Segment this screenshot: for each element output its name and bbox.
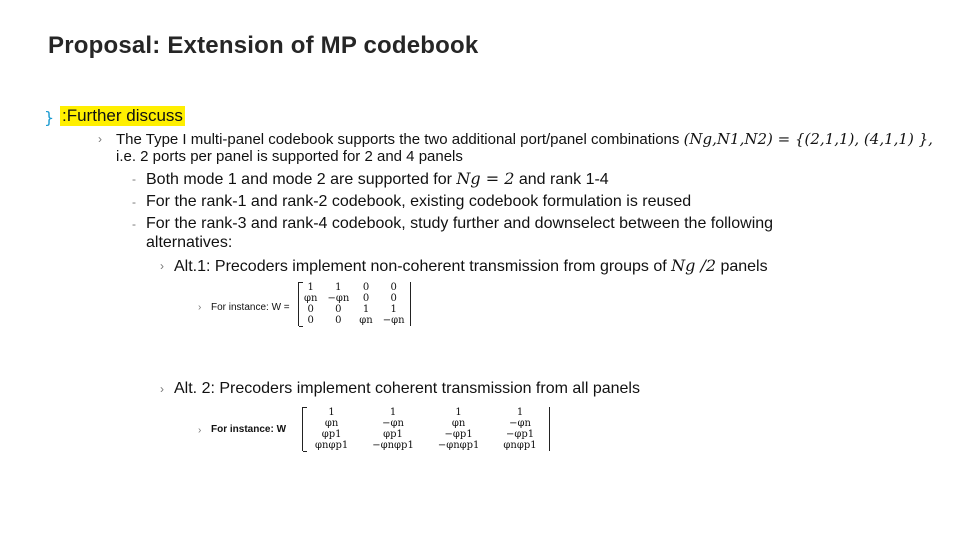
bullet-brace-icon: } bbox=[44, 108, 55, 127]
bullet-mode bbox=[146, 170, 609, 189]
matrix-cell: 0 bbox=[335, 315, 342, 326]
matrix-cell: 0 bbox=[335, 304, 342, 315]
bullet-arrow-icon: › bbox=[160, 382, 164, 396]
alt1-main: Alt.1: Precoders implement non-coherent transmission from groups of bbox=[174, 258, 672, 275]
matrix-row bbox=[303, 407, 549, 418]
matrix-cell: 0 bbox=[390, 293, 397, 304]
matrix-row bbox=[299, 293, 410, 304]
matrix-cell: −φn bbox=[382, 315, 405, 326]
matrix-cell: φnφp1 bbox=[315, 440, 349, 451]
alt1-end: panels bbox=[716, 258, 768, 275]
bullet-rank12: For the rank-1 and rank-2 codebook, existing codebook formulation is reused bbox=[146, 193, 692, 210]
matrix-cell: 1 bbox=[516, 407, 524, 418]
alt1-text bbox=[174, 257, 768, 276]
bullet-dash-icon: - bbox=[132, 195, 136, 209]
matrix-cell: 0 bbox=[362, 282, 370, 293]
matrix-cell: φn bbox=[451, 418, 466, 429]
matrix-cell: 1 bbox=[455, 407, 462, 418]
bullet-dash-icon: - bbox=[132, 172, 136, 186]
matrix-alt1 bbox=[298, 282, 411, 326]
matrix-cell: −φp1 bbox=[444, 429, 473, 440]
matrix-cell: 1 bbox=[335, 282, 342, 293]
matrix-alt2 bbox=[302, 407, 550, 451]
bullet-rank34: For the rank-3 and rank-4 codebook, study further and downselect between the following bbox=[146, 215, 774, 232]
matrix-cell: 0 bbox=[390, 282, 397, 293]
bullet-mode-end: and rank 1-4 bbox=[514, 171, 609, 188]
matrix-cell: 1 bbox=[307, 282, 314, 293]
matrix-cell: φnφp1 bbox=[503, 440, 537, 451]
matrix-cell: φp1 bbox=[321, 429, 342, 440]
matrix-cell: φn bbox=[359, 315, 373, 326]
matrix-row bbox=[299, 282, 410, 293]
matrix-row bbox=[303, 429, 549, 440]
bullet-arrow-icon: › bbox=[160, 259, 164, 273]
bullet-rank34-cont: alternatives: bbox=[146, 234, 233, 251]
bullet-mode-text: Both mode 1 and mode 2 are supported for bbox=[146, 171, 457, 188]
bullet-mode-math: Ng = 2 bbox=[456, 169, 515, 188]
matrix-cell: φn bbox=[304, 293, 318, 304]
page-title: Proposal: Extension of MP codebook bbox=[48, 32, 479, 59]
bullet-arrow-icon: › bbox=[198, 302, 202, 313]
level1-math: (Ng,N1,N2) = {(2,1,1), (4,1,1) }, bbox=[683, 130, 933, 148]
further-discuss-highlight: :Further discuss bbox=[62, 106, 183, 125]
level1-text bbox=[116, 130, 933, 149]
alt1-math: Ng /2 bbox=[671, 256, 717, 275]
matrix-cell: −φn bbox=[509, 418, 531, 429]
matrix-cell: −φnφp1 bbox=[372, 440, 414, 451]
matrix-cell: 0 bbox=[362, 293, 370, 304]
matrix-cell: 1 bbox=[362, 304, 370, 315]
matrix-row bbox=[299, 304, 410, 315]
matrix-cell: φp1 bbox=[383, 429, 403, 440]
matrix-row bbox=[299, 315, 410, 326]
matrix-cell: −φp1 bbox=[505, 429, 535, 440]
matrix-cell: φn bbox=[324, 418, 339, 429]
matrix-cell: 0 bbox=[307, 315, 314, 326]
bullet-arrow-icon: › bbox=[98, 132, 102, 146]
instance1-label: For instance: W = bbox=[211, 302, 290, 313]
matrix-cell: 1 bbox=[328, 407, 335, 418]
matrix-cell: −φnφp1 bbox=[437, 440, 480, 451]
matrix-cell: 1 bbox=[389, 407, 397, 418]
matrix-cell: 0 bbox=[307, 304, 314, 315]
matrix-cell: −φn bbox=[382, 418, 404, 429]
instance2-label: For instance: W bbox=[211, 424, 287, 435]
matrix-cell: −φn bbox=[327, 293, 350, 304]
matrix-cell: 1 bbox=[390, 304, 397, 315]
matrix-row bbox=[303, 440, 549, 451]
alt2-text: Alt. 2: Precoders implement coherent transmission from all panels bbox=[174, 380, 640, 397]
level1-continuation: i.e. 2 ports per panel is supported for 2 and 4 panels bbox=[116, 148, 463, 165]
level1-text-main: The Type I multi-panel codebook supports the two additional port/panel combinations bbox=[116, 131, 684, 148]
bullet-dash-icon: - bbox=[132, 217, 136, 231]
matrix-row bbox=[303, 418, 549, 429]
bullet-arrow-icon: › bbox=[198, 425, 202, 436]
